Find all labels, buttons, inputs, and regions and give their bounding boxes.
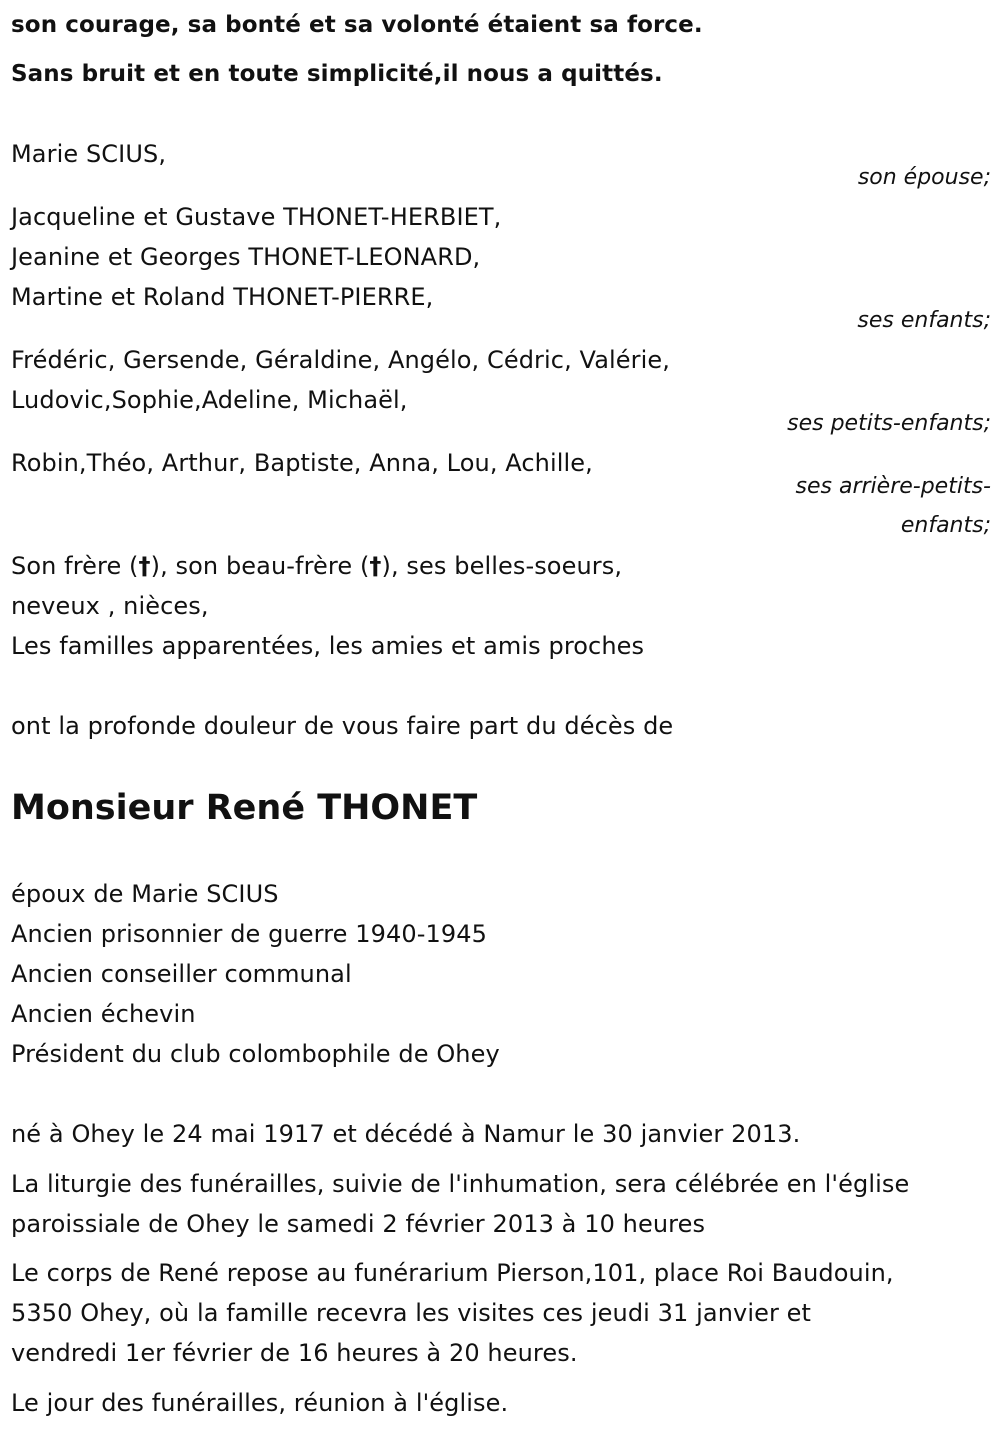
birth-death-line: né à Ohey le 24 mai 1917 et décédé à Namur le 30 janvier 2013. [11,1120,801,1148]
siblings-line [11,546,622,586]
grandchildren-line-1: Frédéric, Gersende, Géraldine, Angélo, Cédric, Valérie, [11,346,670,374]
great-grandchildren-role-line-2: enfants; [900,513,991,538]
intro-line-1: son courage, sa bonté et sa volonté étaient sa force. [11,12,703,38]
nephews-line: neveux , nièces, [11,592,209,620]
siblings-text-1: Son frère ( [11,552,139,580]
relatives-line: Les familles apparentées, les amies et amis proches [11,632,645,660]
cross-icon: † [138,552,151,580]
grandchildren-line-2: Ludovic,Sophie,Adeline, Michaël, [11,386,408,414]
deceased-title-1: époux de Marie SCIUS [11,880,279,908]
announcement-line: ont la profonde douleur de vous faire part du décès de [11,712,674,740]
deceased-title-2: Ancien prisonnier de guerre 1940-1945 [11,920,487,948]
spouse-role: son épouse; [857,165,991,190]
liturgy-line-2: paroissiale de Ohey le samedi 2 février 2013 à 10 heures [11,1210,706,1238]
child-line-3: Martine et Roland THONET-PIERRE, [11,283,434,311]
children-role: ses enfants; [857,308,991,333]
child-line-1: Jacqueline et Gustave THONET-HERBIET, [11,203,502,231]
grandchildren-role: ses petits-enfants; [787,411,991,436]
intro-line-2: Sans bruit et en toute simplicité,il nous a quittés. [11,61,663,87]
deceased-name: Monsieur René THONET [11,788,478,828]
deceased-title-4: Ancien échevin [11,1000,196,1028]
child-line-2: Jeanine et Georges THONET-LEONARD, [11,243,481,271]
great-grandchildren-role-line-1: ses arrière-petits- [795,474,991,499]
cross-icon: † [369,552,382,580]
siblings-text-3: ), ses belles-soeurs, [381,552,623,580]
funerarium-line-2: 5350 Ohey, où la famille recevra les visites ces jeudi 31 janvier et [11,1299,812,1327]
deceased-title-5: Président du club colombophile de Ohey [11,1040,500,1068]
siblings-text-2: ), son beau-frère ( [150,552,370,580]
meeting-line: Le jour des funérailles, réunion à l'église. [11,1389,509,1417]
funerarium-line-3: vendredi 1er février de 16 heures à 20 heures. [11,1339,578,1367]
great-grandchildren-line: Robin,Théo, Arthur, Baptiste, Anna, Lou, Achille, [11,449,593,477]
liturgy-line-1: La liturgie des funérailles, suivie de l'inhumation, sera célébrée en l'église [11,1170,910,1198]
funerarium-line-1: Le corps de René repose au funérarium Pierson,101, place Roi Baudouin, [11,1259,894,1287]
deceased-title-3: Ancien conseiller communal [11,960,352,988]
spouse-name: Marie SCIUS, [11,140,167,168]
